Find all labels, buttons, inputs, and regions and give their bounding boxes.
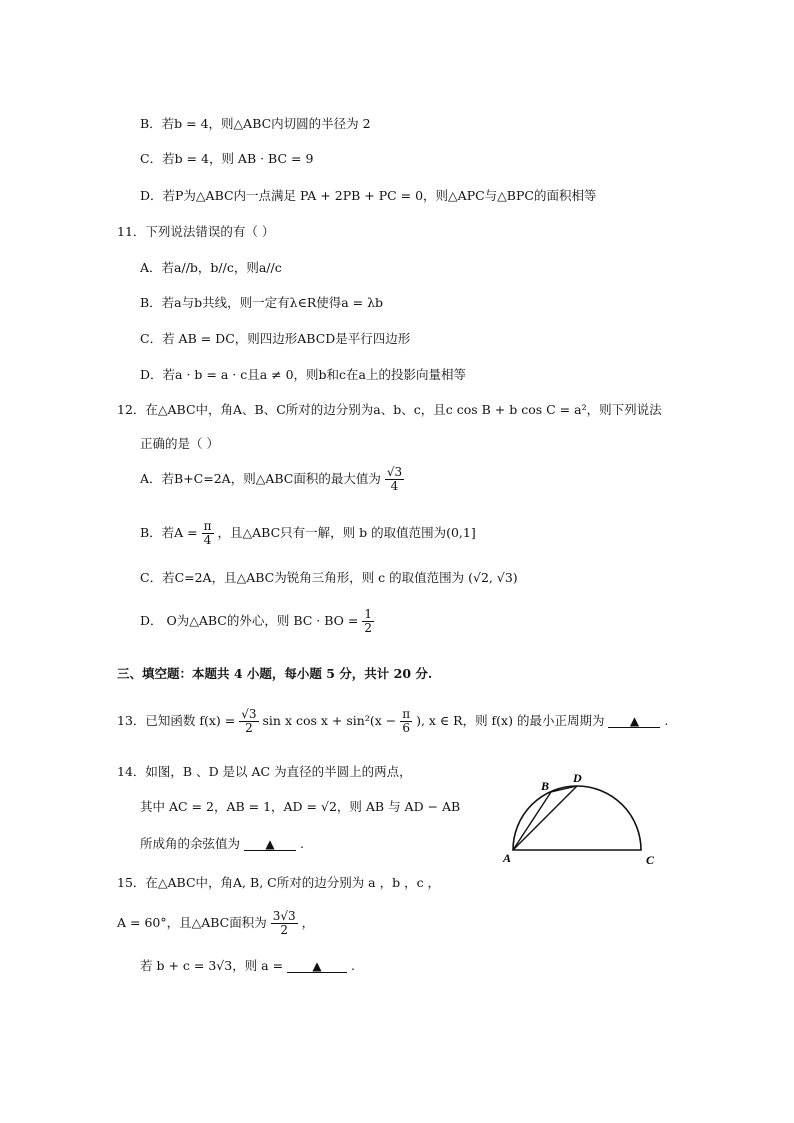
section-3-heading: 三、填空题：本题共 4 小题，每小题 5 分，共计 20 分. bbox=[117, 666, 433, 681]
q11-option-d: D．若a · b = a · c且a ≠ 0，则b和c在a上的投影向量相等 bbox=[140, 367, 466, 382]
q15-answer-blank[interactable]: ▲ bbox=[287, 960, 347, 973]
q11-option-a: A．若a//b，b//c，则a//c bbox=[140, 260, 282, 275]
q11-option-b: B．若a与b共线，则一定有λ∈R使得a = λb bbox=[140, 295, 384, 310]
q14-end: . bbox=[299, 836, 304, 851]
fraction-denominator: 2 bbox=[245, 720, 253, 735]
fraction-denominator: 2 bbox=[364, 620, 372, 635]
segment-ad bbox=[513, 786, 577, 850]
q13-text-pre: 13．已知函数 f(x) = bbox=[117, 712, 236, 728]
q15-line2 bbox=[117, 910, 314, 936]
q10-option-b: B．若b = 4，则△ABC内切圆的半径为 2 bbox=[140, 116, 371, 131]
q15-line2-text: A = 60°，且△ABC面积为 bbox=[117, 914, 267, 930]
q12-option-a-fraction bbox=[385, 466, 404, 492]
label-d: D bbox=[573, 771, 582, 785]
q13-text-post: ), x ∈ R，则 f(x) 的最小正周期为 bbox=[416, 712, 605, 728]
q15-line1: 15．在△ABC中，角A, B, C所对的边分别为 a ，b ，c ， bbox=[117, 875, 441, 890]
fraction-numerator: π bbox=[203, 519, 212, 533]
q12-option-d-text: D． O为△ABC的外心，则 BC · BO = bbox=[140, 612, 359, 628]
q12-option-d bbox=[140, 608, 374, 634]
fraction-numerator: π bbox=[402, 707, 411, 721]
fraction-numerator: √3 bbox=[386, 465, 403, 479]
q15-line2-post: ， bbox=[301, 914, 315, 930]
q15-end: . bbox=[351, 958, 356, 973]
fraction-numerator: √3 bbox=[241, 707, 257, 721]
q12-option-d-fraction bbox=[362, 608, 374, 634]
q12-stem-line2: 正确的是（ ） bbox=[140, 436, 219, 451]
semicircle-outline bbox=[513, 786, 641, 850]
fraction-numerator: 1 bbox=[364, 607, 372, 621]
q12-option-a-text: A．若B+C=2A，则△ABC面积的最大值为 bbox=[140, 470, 381, 486]
q12-option-b-text: B．若A = bbox=[140, 524, 198, 540]
fraction-denominator: 4 bbox=[203, 532, 212, 547]
q14-answer-blank[interactable]: ▲ bbox=[244, 838, 296, 851]
q12-option-a bbox=[140, 466, 404, 492]
q13-answer-blank[interactable]: ▲ bbox=[608, 715, 660, 728]
q12-option-b bbox=[140, 520, 476, 546]
label-c: C bbox=[646, 853, 655, 867]
q14-line1: 14．如图，B 、D 是以 AC 为直径的半圆上的两点， bbox=[117, 764, 412, 779]
semicircle-diagram bbox=[500, 768, 670, 868]
fraction-numerator: 3√3 bbox=[272, 909, 296, 923]
label-b: B bbox=[541, 779, 550, 793]
q13-fraction-pi-over-6 bbox=[400, 708, 412, 734]
fraction-denominator: 4 bbox=[390, 478, 399, 493]
q12-option-c: C．若C=2A，且△ABC为锐角三角形，则 c 的取值范围为 (√2, √3) bbox=[140, 570, 518, 585]
q11-stem: 11．下列说法错误的有（ ） bbox=[117, 224, 275, 239]
q11-option-c: C．若 AB = DC，则四边形ABCD是平行四边形 bbox=[140, 331, 411, 346]
q12-option-b-text-post: ，且△ABC只有一解，则 b 的取值范围为(0,1] bbox=[217, 524, 476, 540]
q13-fraction-sqrt3-over-2 bbox=[239, 708, 258, 734]
q12-stem-line1: 12．在△ABC中，角A、B、C所对的边分别为a、b、c，且c cos B + b cos C = a²，则下列说法 bbox=[117, 402, 662, 417]
q15-line3-text: 若 b + c = 3√3，则 a = bbox=[140, 958, 284, 973]
segment-ab bbox=[513, 792, 551, 850]
q13-end: . bbox=[664, 712, 669, 728]
q10-option-d: D．若P为△ABC内一点满足 PA + 2PB + PC = 0，则△APC与△BPC的面积相等 bbox=[140, 188, 597, 203]
q15-line3 bbox=[140, 960, 355, 973]
q13-text-mid: sin x cos x + sin²(x − bbox=[262, 712, 397, 728]
fraction-denominator: 6 bbox=[402, 720, 410, 735]
fraction-denominator: 2 bbox=[280, 922, 288, 937]
q14-line3-text: 所成角的余弦值为 bbox=[140, 836, 241, 851]
label-a: A bbox=[503, 851, 512, 865]
q10-option-c: C．若b = 4，则 AB · BC = 9 bbox=[140, 151, 314, 166]
q14-line3 bbox=[140, 838, 304, 851]
q12-option-b-fraction bbox=[202, 520, 214, 546]
q15-area-fraction bbox=[271, 910, 298, 936]
q13 bbox=[117, 708, 668, 734]
q14-line2: 其中 AC = 2，AB = 1，AD = √2，则 AB 与 AD − AB bbox=[140, 799, 461, 814]
